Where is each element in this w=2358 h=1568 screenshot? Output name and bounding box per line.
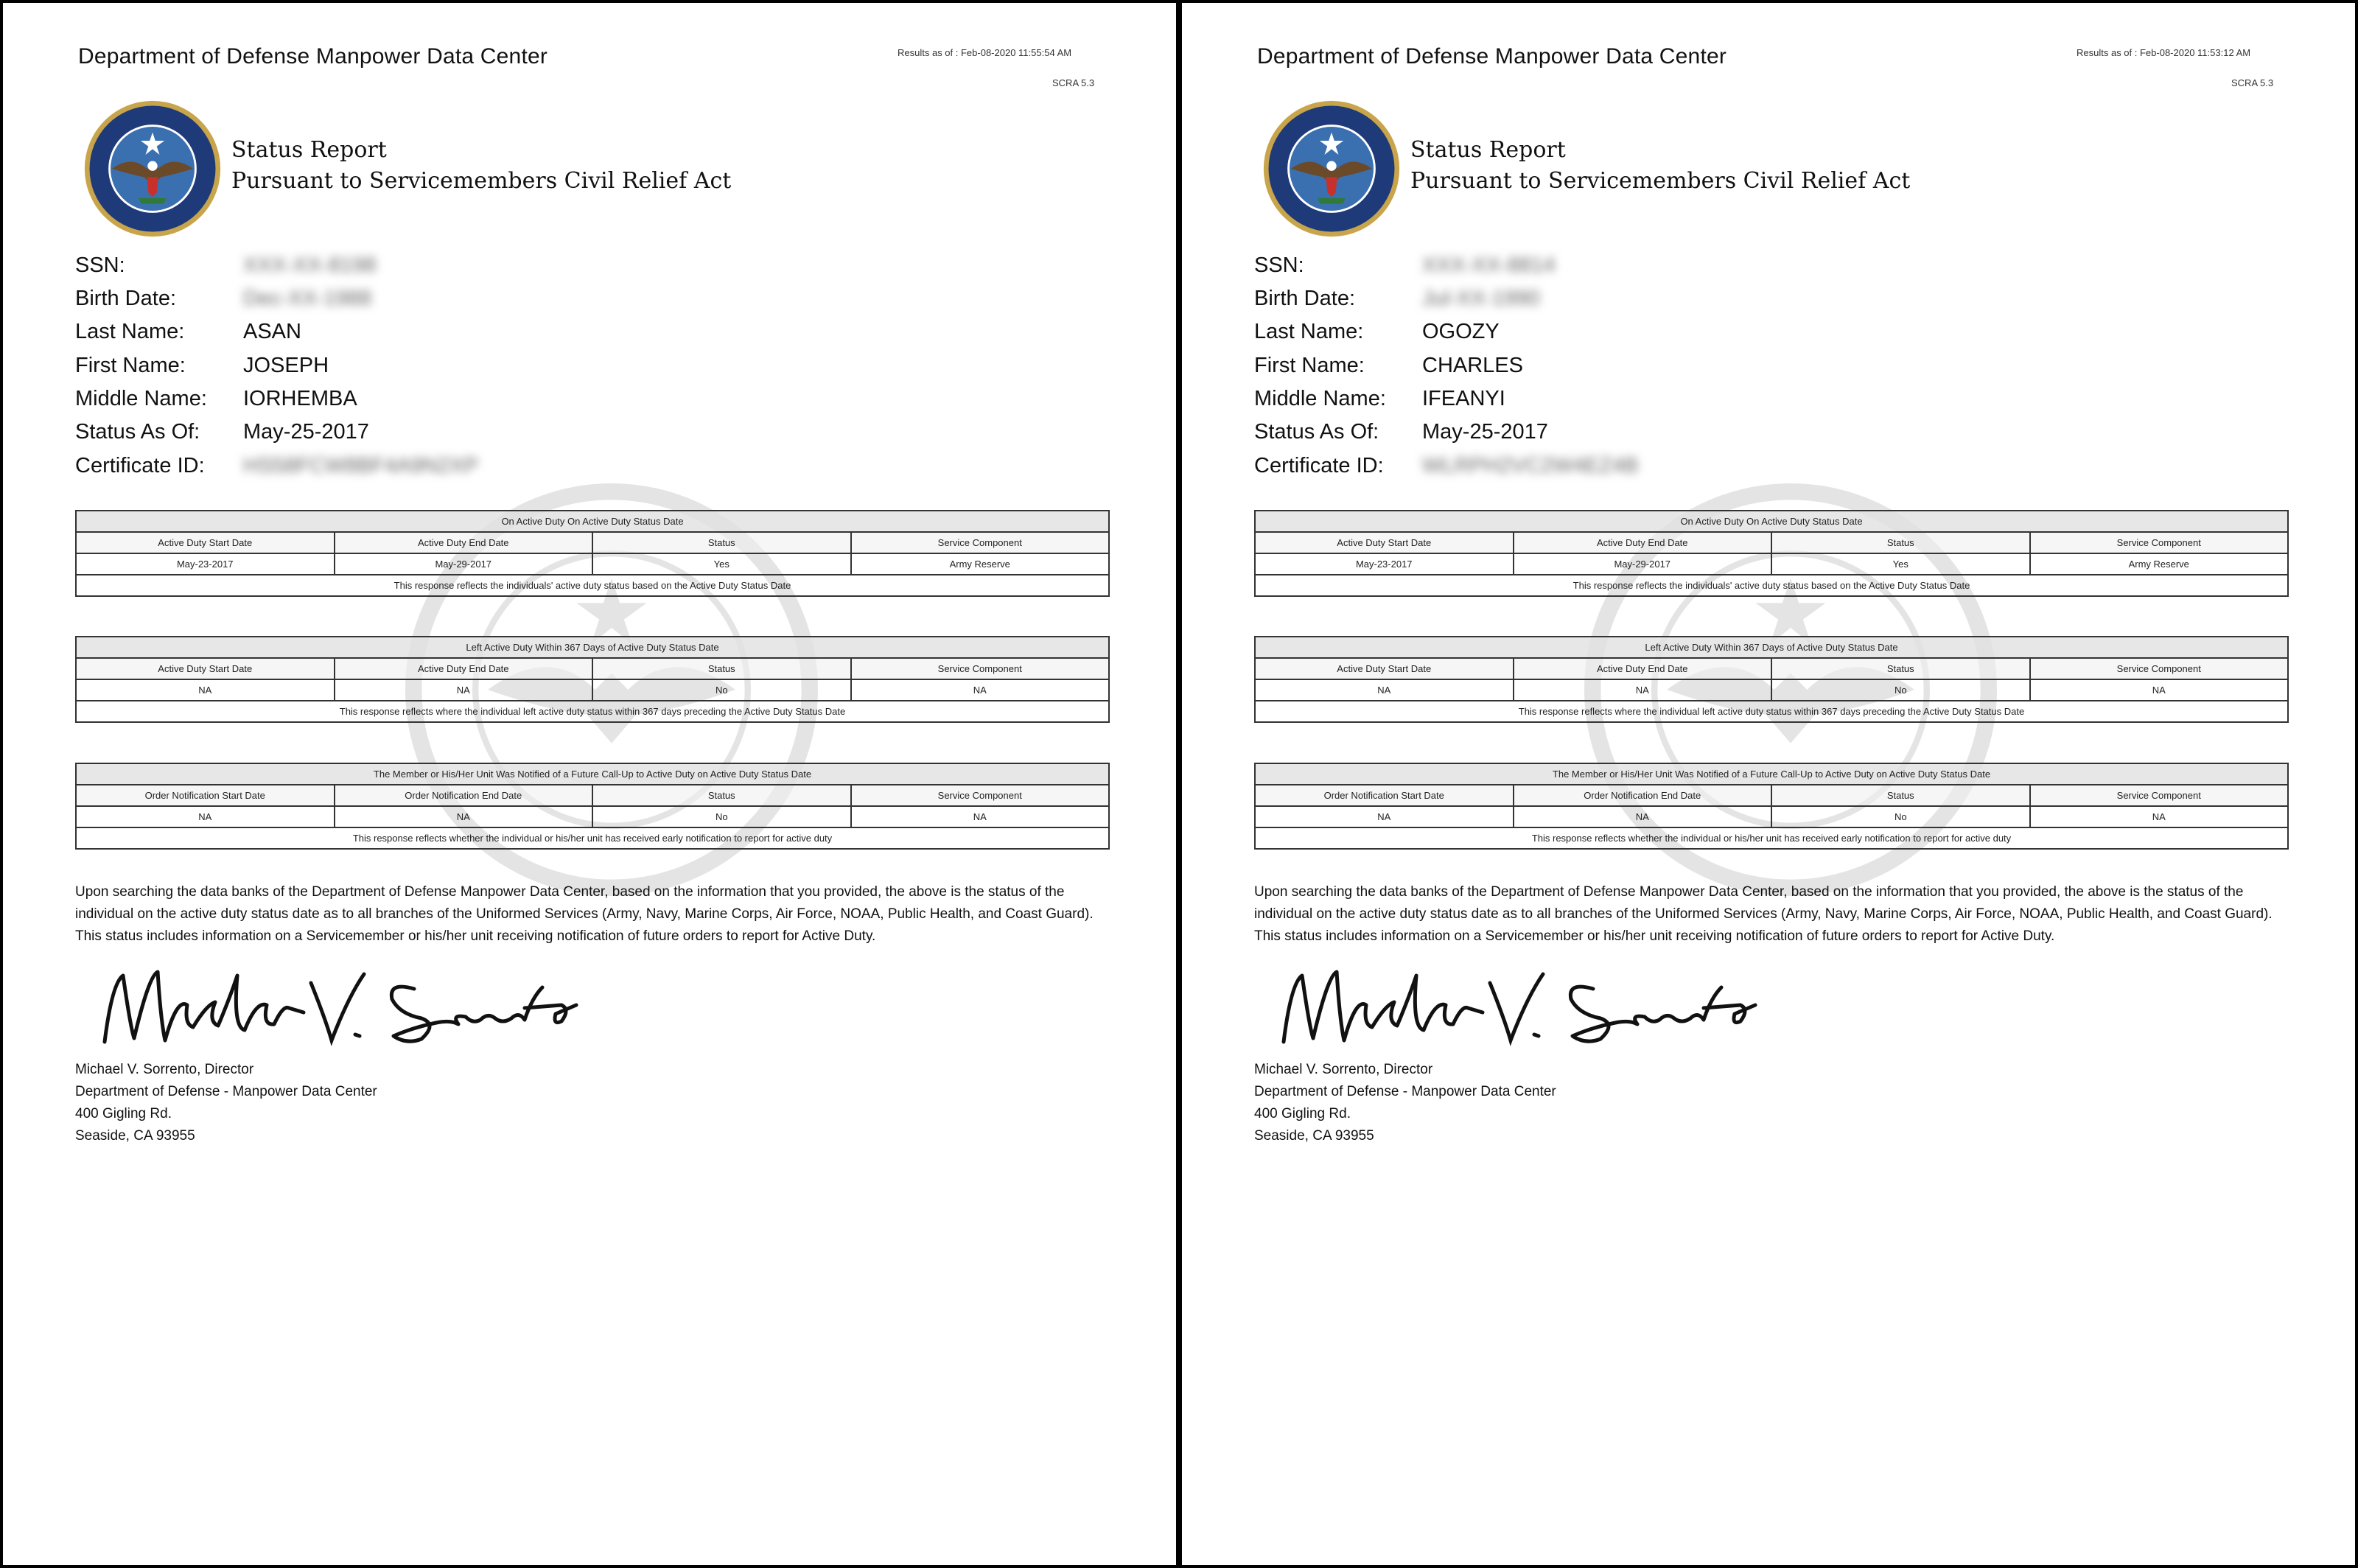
table-cell: No — [592, 679, 851, 701]
table-note: This response reflects the individuals' active duty status based on the Active Duty Status Date — [76, 575, 1109, 596]
address-street: 400 Gigling Rd. — [75, 1106, 172, 1121]
table-note: This response reflects whether the individual or his/her unit has received early notification to report for active duty — [1255, 827, 2288, 849]
status-report-page-2 — [1179, 0, 2358, 1568]
future-call-up-table — [75, 763, 1110, 850]
middle-name-label: Middle Name: — [1254, 387, 1386, 410]
column-header: Status — [1771, 658, 2030, 679]
table-note: This response reflects where the individual left active duty status within 367 days preceding the Active Duty Status Date — [1255, 701, 2288, 722]
column-header: Service Component — [851, 658, 1110, 679]
table-row — [1255, 553, 2288, 575]
certification-paragraph: Upon searching the data banks of the Department of Defense Manpower Data Center, based on the information that you provided, the above is the status of the individual on the active duty status date as to all branches of the Uniformed Services (Army, Navy, Marine Corps, Air Force, NOAA, Public Health, and Coast Guard). This status includes information on a Servicemember or his/her unit receiving notification of future orders to report for Active Duty. — [75, 884, 1094, 944]
active-duty-table — [1254, 510, 2289, 597]
middle-name-value: IORHEMBA — [243, 387, 357, 410]
table-note: This response reflects the individuals' active duty status based on the Active Duty Status Date — [1255, 575, 2288, 596]
org-name: Department of Defense Manpower Data Center — [1257, 44, 1727, 69]
table-cell: NA — [335, 679, 593, 701]
certificate-id-label: Certificate ID: — [1254, 454, 1384, 477]
table-cell: NA — [2030, 806, 2289, 827]
active-duty-table — [75, 510, 1110, 597]
table-cell: NA — [1514, 806, 1772, 827]
column-header: Order Notification Start Date — [1255, 785, 1514, 806]
signatory-address — [75, 1059, 377, 1147]
column-header: Order Notification Start Date — [76, 785, 335, 806]
ssn-value: XXX-XX-8814 — [1422, 253, 1556, 277]
table-row — [1255, 806, 2288, 827]
results-timestamp: Results as of : Feb-08-2020 11:53:12 AM — [2077, 47, 2251, 58]
table-cell: Yes — [592, 553, 851, 575]
column-header: Active Duty End Date — [1514, 658, 1772, 679]
future-call-up-table — [1254, 763, 2289, 850]
column-header: Service Component — [2030, 658, 2289, 679]
signatory-org: Department of Defense - Manpower Data Center — [75, 1084, 377, 1099]
scra-version: SCRA 5.3 — [1052, 77, 1095, 88]
ssn-value: XXX-XX-8198 — [243, 253, 377, 277]
column-header: Active Duty Start Date — [76, 532, 335, 553]
report-subtitle: Pursuant to Servicemembers Civil Relief Act — [1410, 168, 1911, 194]
column-header: Active Duty Start Date — [1255, 658, 1514, 679]
table-cell: NA — [335, 806, 593, 827]
column-header: Order Notification End Date — [1514, 785, 1772, 806]
table-cell: NA — [1514, 679, 1772, 701]
dod-seal-icon — [1262, 99, 1402, 239]
results-timestamp: Results as of : Feb-08-2020 11:55:54 AM — [898, 47, 1072, 58]
ssn-label: SSN: — [1254, 253, 1304, 277]
address-street: 400 Gigling Rd. — [1254, 1106, 1351, 1121]
column-header: Active Duty Start Date — [76, 658, 335, 679]
column-header: Service Component — [2030, 785, 2289, 806]
signature-image — [90, 953, 591, 1064]
column-header: Active Duty End Date — [335, 532, 593, 553]
table-cell: No — [1771, 679, 2030, 701]
status-as-of-label: Status As Of: — [1254, 420, 1379, 444]
last-name-value: ASAN — [243, 320, 301, 343]
table-cell: May-29-2017 — [1514, 553, 1772, 575]
first-name-label: First Name: — [1254, 354, 1365, 377]
signatory-org: Department of Defense - Manpower Data Center — [1254, 1084, 1556, 1099]
first-name-value: CHARLES — [1422, 354, 1523, 377]
table-cell: May-29-2017 — [335, 553, 593, 575]
table-cell: NA — [76, 806, 335, 827]
report-subtitle: Pursuant to Servicemembers Civil Relief Act — [231, 168, 732, 194]
middle-name-label: Middle Name: — [75, 387, 207, 410]
column-header: Status — [1771, 785, 2030, 806]
table-cell: NA — [1255, 806, 1514, 827]
birth-date-value: Jul-XX-1990 — [1422, 287, 1540, 310]
table-caption: The Member or His/Her Unit Was Notified of a Future Call-Up to Active Duty on Active Duty Status Date — [76, 763, 1109, 785]
column-header: Active Duty End Date — [1514, 532, 1772, 553]
address-city: Seaside, CA 93955 — [1254, 1128, 1374, 1144]
middle-name-value: IFEANYI — [1422, 387, 1505, 410]
certification-paragraph: Upon searching the data banks of the Department of Defense Manpower Data Center, based on the information that you provided, the above is the status of the individual on the active duty status date as to all branches of the Uniformed Services (Army, Navy, Marine Corps, Air Force, NOAA, Public Health, and Coast Guard). This status includes information on a Servicemember or his/her unit receiving notification of future orders to report for Active Duty. — [1254, 884, 2273, 944]
table-cell: May-23-2017 — [76, 553, 335, 575]
scra-version: SCRA 5.3 — [2231, 77, 2274, 88]
column-header: Status — [592, 785, 851, 806]
last-name-value: OGOZY — [1422, 320, 1500, 343]
table-row — [76, 553, 1109, 575]
last-name-label: Last Name: — [75, 320, 185, 343]
table-row — [76, 679, 1109, 701]
table-cell: Army Reserve — [2030, 553, 2289, 575]
signatory-name: Michael V. Sorrento, Director — [75, 1062, 254, 1077]
table-cell: NA — [851, 679, 1110, 701]
first-name-value: JOSEPH — [243, 354, 329, 377]
table-cell: NA — [2030, 679, 2289, 701]
table-caption: The Member or His/Her Unit Was Notified of a Future Call-Up to Active Duty on Active Duty Status Date — [1255, 763, 2288, 785]
signatory-name: Michael V. Sorrento, Director — [1254, 1062, 1433, 1077]
dod-seal-icon — [83, 99, 223, 239]
left-active-duty-table — [1254, 636, 2289, 723]
table-row — [76, 806, 1109, 827]
ssn-label: SSN: — [75, 253, 125, 277]
address-city: Seaside, CA 93955 — [75, 1128, 195, 1144]
column-header: Status — [592, 532, 851, 553]
table-cell: Army Reserve — [851, 553, 1110, 575]
table-cell: No — [592, 806, 851, 827]
birth-date-label: Birth Date: — [1254, 287, 1355, 310]
column-header: Service Component — [851, 532, 1110, 553]
table-cell: No — [1771, 806, 2030, 827]
table-caption: On Active Duty On Active Duty Status Date — [1255, 511, 2288, 532]
signature-image — [1269, 953, 1770, 1064]
column-header: Active Duty End Date — [335, 658, 593, 679]
certificate-id-value: WLRPH2VC2W4EZ4B — [1422, 454, 1639, 477]
certificate-id-label: Certificate ID: — [75, 454, 205, 477]
column-header: Service Component — [851, 785, 1110, 806]
report-title: Status Report — [231, 137, 387, 163]
table-cell: NA — [76, 679, 335, 701]
table-caption: Left Active Duty Within 367 Days of Active Duty Status Date — [76, 637, 1109, 658]
last-name-label: Last Name: — [1254, 320, 1364, 343]
left-active-duty-table — [75, 636, 1110, 723]
table-cell: NA — [1255, 679, 1514, 701]
birth-date-value: Dec-XX-1988 — [243, 287, 372, 310]
first-name-label: First Name: — [75, 354, 186, 377]
table-note: This response reflects whether the individual or his/her unit has received early notification to report for active duty — [76, 827, 1109, 849]
certificate-id-value: HS58FCW8BF4A9N2XP — [243, 454, 479, 477]
table-cell: NA — [851, 806, 1110, 827]
column-header: Active Duty Start Date — [1255, 532, 1514, 553]
table-caption: On Active Duty On Active Duty Status Date — [76, 511, 1109, 532]
status-as-of-value: May-25-2017 — [1422, 420, 1548, 444]
column-header: Service Component — [2030, 532, 2289, 553]
status-as-of-value: May-25-2017 — [243, 420, 369, 444]
table-cell: May-23-2017 — [1255, 553, 1514, 575]
column-header: Status — [592, 658, 851, 679]
org-name: Department of Defense Manpower Data Center — [78, 44, 548, 69]
table-row — [1255, 679, 2288, 701]
signatory-address — [1254, 1059, 1556, 1147]
birth-date-label: Birth Date: — [75, 287, 176, 310]
report-title: Status Report — [1410, 137, 1566, 163]
column-header: Status — [1771, 532, 2030, 553]
table-caption: Left Active Duty Within 367 Days of Active Duty Status Date — [1255, 637, 2288, 658]
table-cell: Yes — [1771, 553, 2030, 575]
table-note: This response reflects where the individual left active duty status within 367 days preceding the Active Duty Status Date — [76, 701, 1109, 722]
column-header: Order Notification End Date — [335, 785, 593, 806]
status-as-of-label: Status As Of: — [75, 420, 200, 444]
